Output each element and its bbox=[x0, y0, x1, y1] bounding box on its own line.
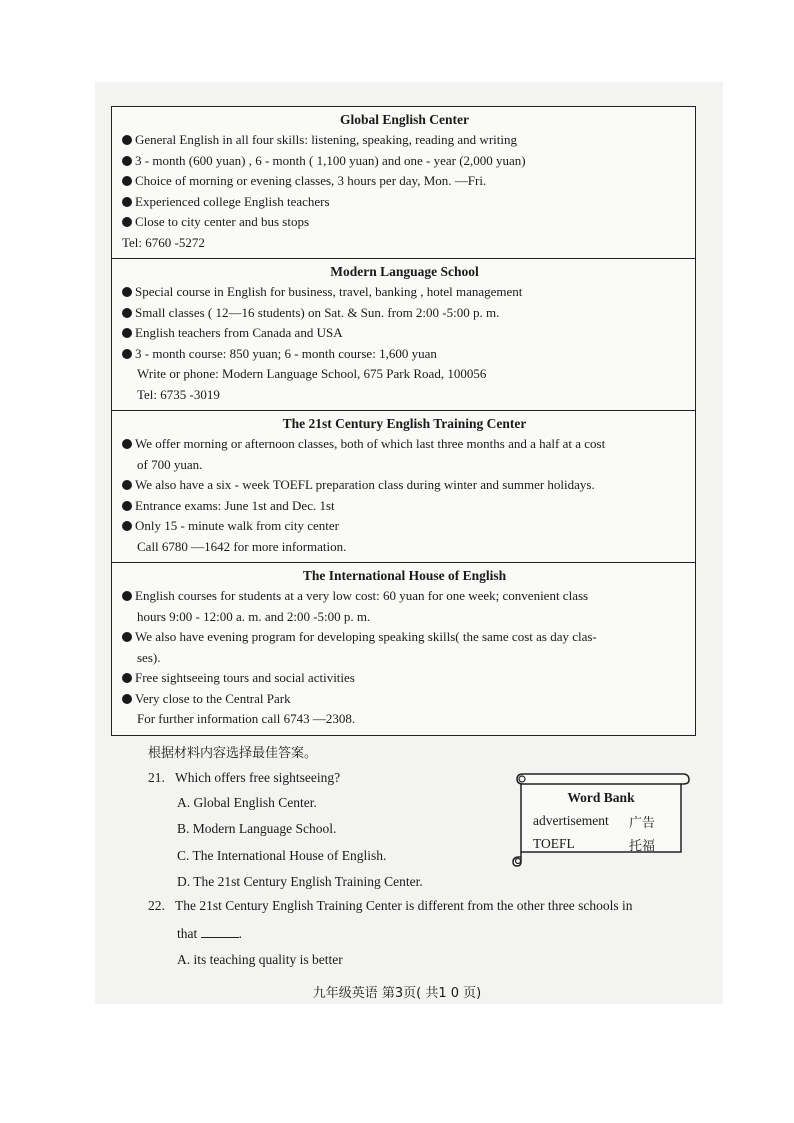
ad-global-english-center bbox=[112, 107, 695, 259]
word-bank-entry-cn: 托福 bbox=[629, 839, 656, 854]
bullet-icon bbox=[122, 521, 132, 531]
ad-line: Only 15 - minute walk from city center bbox=[122, 516, 687, 537]
bullet-icon bbox=[122, 439, 132, 449]
option-c[interactable]: C. The International House of English. bbox=[177, 848, 387, 863]
bullet-icon bbox=[122, 673, 132, 683]
bullet-icon bbox=[122, 501, 132, 511]
ad-address: Write or phone: Modern Language School, 675 Park Road, 100056 bbox=[137, 366, 487, 381]
bullet-icon bbox=[122, 287, 132, 297]
option-a[interactable]: A. Global English Center. bbox=[177, 795, 317, 810]
bullet-icon bbox=[122, 217, 132, 227]
ad-line: 3 - month course: 850 yuan; 6 - month course: 1,600 yuan bbox=[122, 344, 687, 365]
ad-title: Global English Center bbox=[339, 112, 469, 127]
ad-line-continuation: of 700 yuan. bbox=[137, 456, 203, 472]
question-22-line2: that . bbox=[177, 926, 242, 941]
ad-line: English courses for students at a very low cost: 60 yuan for one week; convenient class bbox=[122, 586, 687, 607]
bullet-icon bbox=[122, 328, 132, 338]
question-number: 22. bbox=[148, 898, 165, 913]
bullet-icon bbox=[122, 135, 132, 145]
ad-line: Free sightseeing tours and social activities bbox=[122, 668, 687, 689]
bullet-icon bbox=[122, 694, 132, 704]
word-bank-entry-en: TOEFL bbox=[533, 836, 575, 851]
ad-line: We also have a six - week TOEFL preparation class during winter and summer holidays. bbox=[122, 475, 687, 496]
ad-phone: Tel: 6760 -5272 bbox=[122, 234, 205, 250]
option-d[interactable]: D. The 21st Century English Training Center. bbox=[177, 874, 423, 889]
question-number: 21. bbox=[148, 770, 165, 785]
ad-line: Choice of morning or evening classes, 3 hours per day, Mon. —Fri. bbox=[122, 171, 687, 192]
ad-line: Experienced college English teachers bbox=[122, 192, 687, 213]
option-b[interactable]: B. Modern Language School. bbox=[177, 821, 337, 836]
ad-phone: For further information call 6743 —2308. bbox=[137, 711, 356, 726]
advertisements-table bbox=[111, 106, 696, 736]
word-bank-entry-cn: 广告 bbox=[629, 816, 656, 831]
bullet-icon bbox=[122, 349, 132, 359]
page-footer: 九年级英语 第3页( 共1 0 页) bbox=[312, 986, 482, 1001]
ad-title: The 21st Century English Training Center bbox=[282, 416, 527, 431]
bullet-icon bbox=[122, 632, 132, 642]
ad-line-continuation: hours 9:00 - 12:00 a. m. and 2:00 -5:00 p. m. bbox=[137, 608, 371, 624]
word-bank-entry-en: advertisement bbox=[533, 813, 609, 828]
ad-title: The International House of English bbox=[302, 568, 507, 583]
bullet-icon bbox=[122, 591, 132, 601]
bullet-icon bbox=[122, 308, 132, 318]
ad-phone: Call 6780 —1642 for more information. bbox=[137, 538, 347, 554]
ad-line: We also have evening program for developing speaking skills( the same cost as day clas- bbox=[122, 627, 687, 648]
ad-line: 3 - month (600 yuan) , 6 - month ( 1,100 yuan) and one - year (2,000 yuan) bbox=[122, 151, 687, 172]
ad-line: Small classes ( 12—16 students) on Sat. & Sun. from 2:00 -5:00 p. m. bbox=[122, 303, 687, 324]
ad-21st-century-training-center bbox=[112, 411, 695, 563]
question-21 bbox=[148, 768, 340, 788]
ad-international-house-of-english bbox=[112, 563, 695, 735]
ad-phone: Tel: 6735 -3019 bbox=[137, 386, 220, 402]
option-a[interactable]: A. its teaching quality is better bbox=[177, 952, 343, 967]
bullet-icon bbox=[122, 156, 132, 166]
ad-line-continuation: ses). bbox=[137, 649, 161, 665]
ad-title: Modern Language School bbox=[330, 264, 479, 279]
bullet-icon bbox=[122, 197, 132, 207]
word-bank-title: Word Bank bbox=[567, 790, 635, 805]
question-22 bbox=[148, 896, 633, 916]
ad-line: Close to city center and bus stops bbox=[122, 212, 687, 233]
answer-blank[interactable] bbox=[201, 926, 239, 938]
bullet-icon bbox=[122, 480, 132, 490]
ad-line: General English in all four skills: listening, speaking, reading and writing bbox=[122, 130, 687, 151]
ad-line: We offer morning or afternoon classes, both of which last three months and a half at a cost bbox=[122, 434, 687, 455]
instruction-text: 根据材料内容选择最佳答案。 bbox=[148, 746, 318, 761]
ad-line: Very close to the Central Park bbox=[122, 689, 687, 710]
word-bank bbox=[511, 768, 689, 870]
bullet-icon bbox=[122, 176, 132, 186]
ad-line: English teachers from Canada and USA bbox=[122, 323, 687, 344]
ad-line: Special course in English for business, travel, banking , hotel management bbox=[122, 282, 687, 303]
ad-modern-language-school bbox=[112, 259, 695, 411]
question-text: Which offers free sightseeing? bbox=[175, 770, 341, 785]
ad-line: Entrance exams: June 1st and Dec. 1st bbox=[122, 496, 687, 517]
question-text: The 21st Century English Training Center is different from the other three schools in bbox=[175, 898, 633, 913]
